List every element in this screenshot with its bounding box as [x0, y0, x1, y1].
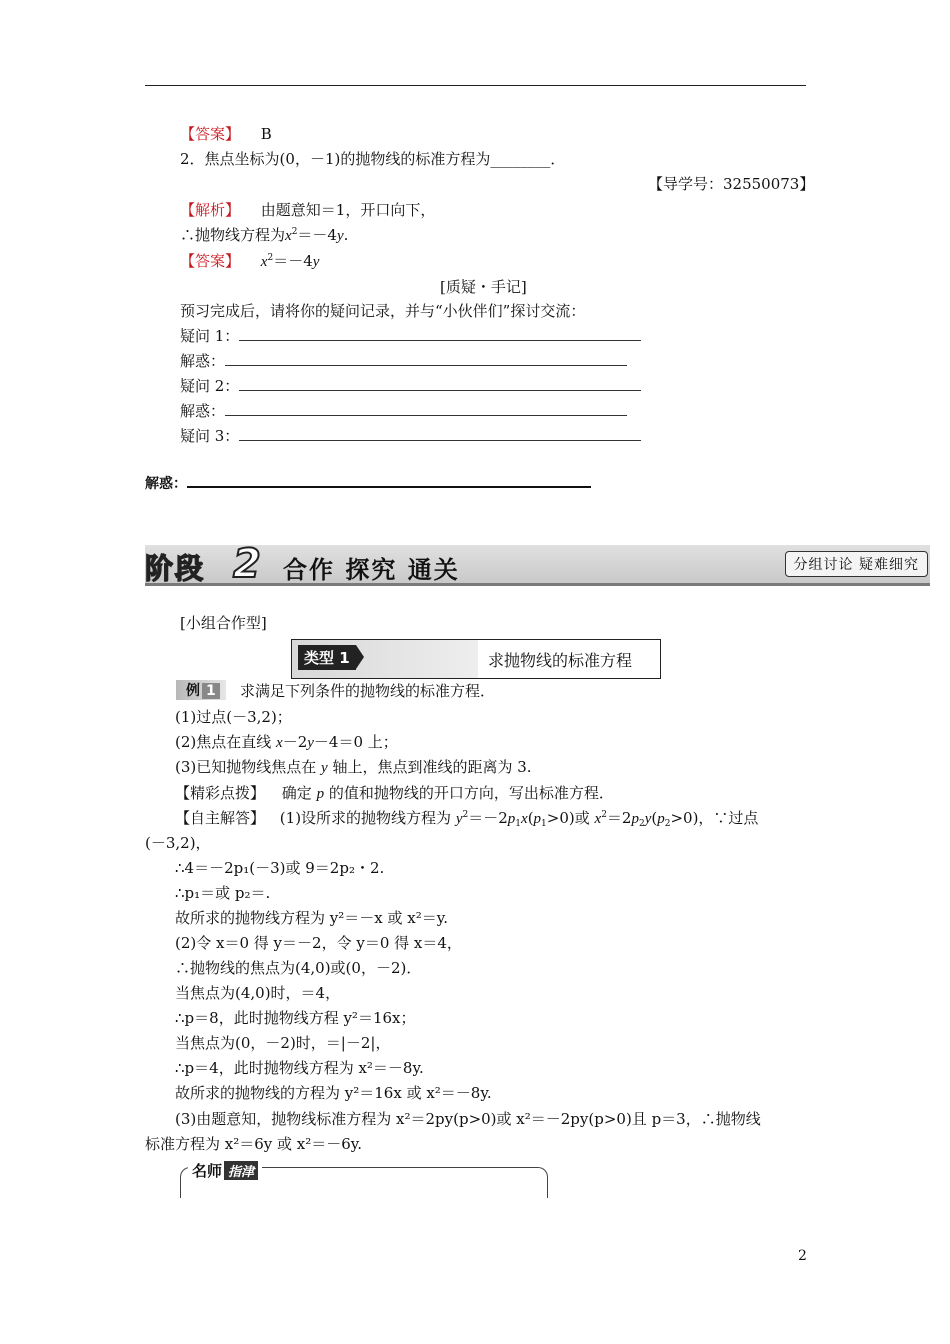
stage-title: 合作 探究 通关	[283, 556, 460, 584]
note-answer-3	[145, 472, 591, 493]
analysis-label: 【解析】	[180, 201, 241, 219]
cond2-post: 上；	[363, 733, 398, 751]
note-q3-label: 疑问 3：	[180, 427, 240, 445]
solution-line-3: ∴p₁＝或 p₂＝.	[175, 884, 271, 902]
cond3-post: 轴上，焦点到准线的距离为 3.	[327, 758, 532, 776]
solution-line-13: 标准方程为 x²＝6y 或 x²＝－6y.	[145, 1135, 363, 1153]
notes-intro: 预习完成后，请将你的疑问记录，并与“小伙伴们”探讨交流：	[180, 302, 586, 320]
solution-line-9: 当焦点为(0，－2)时，＝|－2|，	[175, 1034, 391, 1052]
stage-subtitle: 分组讨论 疑难细究	[785, 551, 928, 577]
solution-line-7: 当焦点为(4,0)时，＝4，	[175, 984, 341, 1002]
stage-number: 2	[233, 541, 261, 587]
stage-word: 阶段	[145, 552, 206, 585]
solution-line-1b: (－3,2)，	[145, 834, 211, 852]
note-a2-line[interactable]	[225, 401, 627, 416]
solution-line-8: ∴p＝8，此时抛物线方程 y²＝16x；	[175, 1009, 416, 1027]
solution-line-12: (3)由题意知，抛物线标准方程为 x²＝2py(p>0)或 x²＝－2py(p>0)且 p＝3，∴抛物线	[175, 1110, 761, 1128]
example-number: 1	[202, 683, 220, 699]
guide-number: 【导学号：32550073】	[648, 175, 815, 193]
example-text: 求满足下列条件的抛物线的标准方程．	[240, 682, 496, 700]
answer-value: B	[260, 125, 272, 143]
analysis-conclusion: ∴抛物线方程为$x^2=-4y$.	[180, 226, 349, 244]
note-q3-line[interactable]	[239, 426, 641, 441]
note-question-1	[180, 325, 641, 346]
note-q1-label: 疑问 1：	[180, 327, 240, 345]
notes-title: [质疑・手记]	[440, 278, 527, 296]
condition-1: (1)过点(－3,2)；	[175, 708, 292, 726]
cond3-pre: (3)已知抛物线焦点在	[175, 758, 322, 776]
note-answer-2	[180, 400, 627, 421]
type-tag	[292, 640, 478, 678]
hint-pre: 确定	[281, 784, 317, 802]
solution-line-4: 故所求的抛物线方程为 y²＝－x 或 x²＝y.	[175, 909, 448, 927]
note-a3-line[interactable]	[187, 472, 591, 488]
answer-1	[180, 123, 272, 144]
solution-line-1: 【自主解答】 (1)设所求的抛物线方程为 $y^2=-2p_1x(p_1>0)$或 $x^2=2p_2y(p_2>0)$，∵过点	[175, 809, 759, 829]
type-box	[291, 639, 661, 679]
hint-text: 确定 p 的值和抛物线的开口方向，写出标准方程．	[281, 784, 614, 802]
type-title: 求抛物线的标准方程	[488, 651, 633, 670]
note-a2-label: 解惑：	[180, 402, 226, 420]
note-a3-label: 解惑：	[145, 476, 187, 492]
teacher-tag	[188, 1160, 262, 1181]
example-label: 例	[186, 683, 200, 699]
group-type: [小组合作型]	[180, 614, 267, 632]
answer-2-label: 【答案】	[180, 252, 241, 270]
type-label: 类型 1	[298, 645, 356, 670]
solution-line-6: ∴抛物线的焦点为(4,0)或(0，－2)．	[175, 959, 422, 977]
question-2: 2．焦点坐标为(0，－1)的抛物线的标准方程为________．	[180, 150, 566, 168]
note-question-2	[180, 375, 641, 396]
answer-label: 【答案】	[180, 125, 241, 143]
hint-label: 【精彩点拨】	[175, 784, 266, 802]
note-question-3	[180, 425, 641, 446]
hint	[175, 782, 614, 803]
page-number: 2	[798, 1248, 807, 1264]
note-q2-label: 疑问 2：	[180, 377, 240, 395]
solution-line-5: (2)令 x＝0 得 y＝－2，令 y＝0 得 x＝4，	[175, 934, 462, 952]
note-q2-line[interactable]	[239, 376, 641, 391]
analysis	[180, 199, 435, 220]
note-answer-1	[180, 350, 627, 371]
solution-line-11: 故所求的抛物线的方程为 y²＝16x 或 x²＝－8y.	[175, 1084, 492, 1102]
hint-post: 的值和抛物线的开口方向，写出标准方程．	[324, 784, 614, 802]
solution-line-2: ∴4＝－2p₁(－3)或 9＝2p₂・2.	[175, 859, 385, 877]
note-q1-line[interactable]	[239, 326, 641, 341]
analysis-text: 由题意知＝1，开口向下，	[260, 201, 436, 219]
answer-2-value: $x^2=-4y$	[260, 252, 320, 270]
stage-banner	[145, 541, 930, 587]
teacher-label: 名师	[192, 1162, 223, 1180]
example-tag	[176, 680, 226, 700]
conclusion-text: ∴抛物线方程为	[180, 226, 286, 244]
answer-2	[180, 250, 319, 271]
note-a1-label: 解惑：	[180, 352, 226, 370]
solution-line-10: ∴p＝4，此时抛物线方程为 x²＝－8y.	[175, 1059, 424, 1077]
condition-3: (3)已知抛物线焦点在 y 轴上，焦点到准线的距离为 3.	[175, 758, 532, 776]
condition-2: (2)焦点在直线 x－2y－4＝0 上；	[175, 733, 398, 751]
note-a1-line[interactable]	[225, 351, 627, 366]
teacher-tag-dark: 指津	[224, 1161, 258, 1180]
header-rule	[145, 85, 806, 86]
cond2-pre: (2)焦点在直线	[175, 733, 277, 751]
self-label: 【自主解答】	[175, 809, 266, 827]
